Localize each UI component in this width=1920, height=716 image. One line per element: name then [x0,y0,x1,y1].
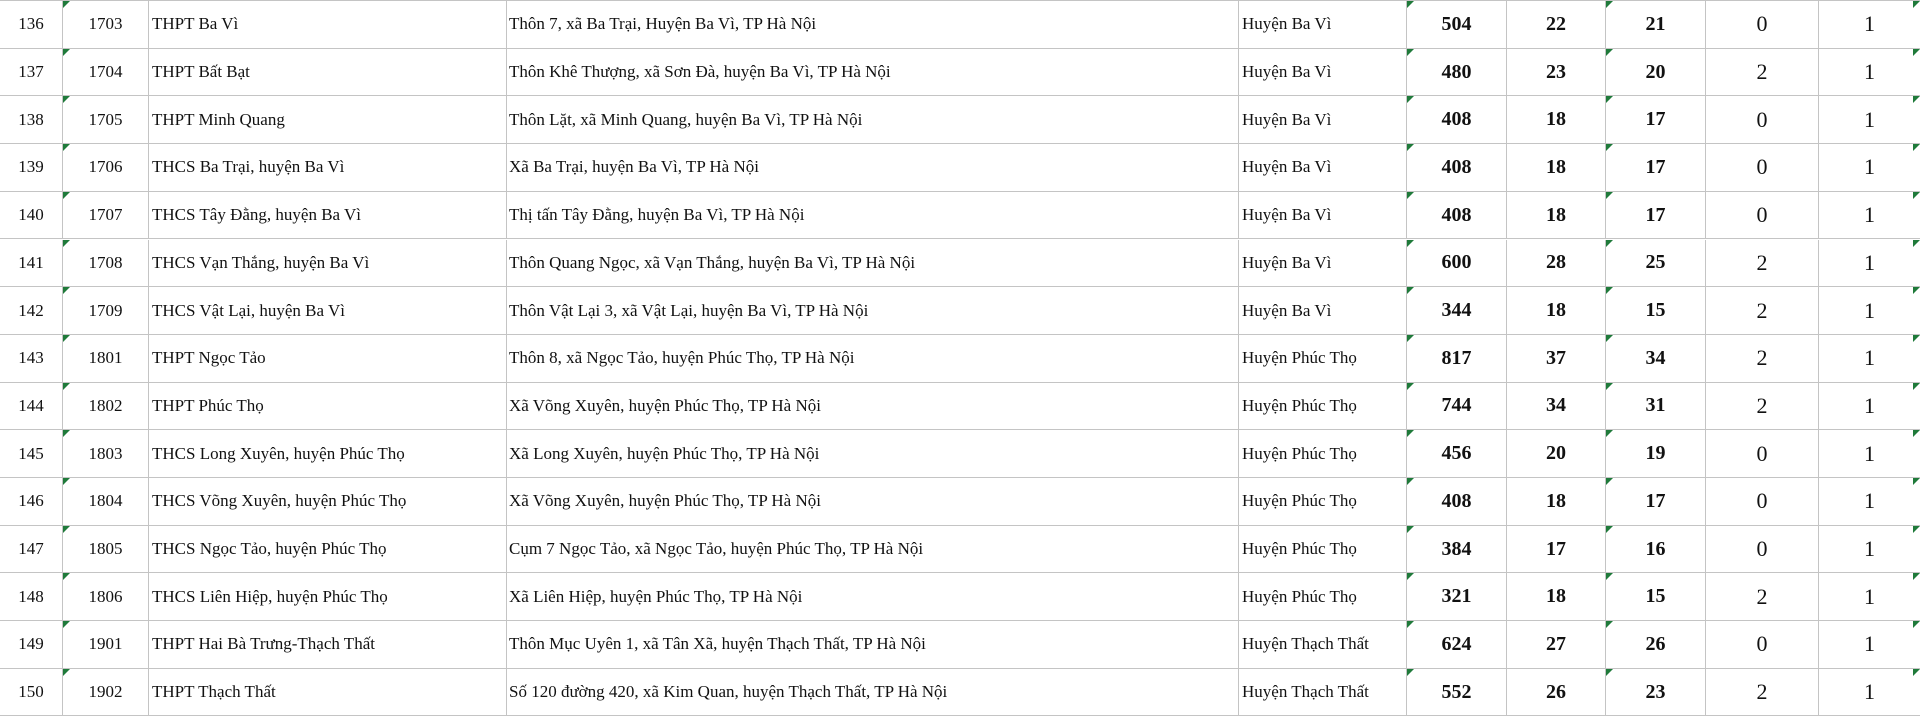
text-number-indicator-icon [1606,430,1613,437]
school-name-cell[interactable]: THCS Liên Hiệp, huyện Phúc Thọ [148,573,506,620]
value-cell-4[interactable]: 0 [1705,144,1818,191]
text-number-indicator-icon [1407,669,1414,676]
school-code-cell[interactable]: 1704 [62,49,148,96]
school-code-cell[interactable]: 1705 [62,96,148,143]
address-cell[interactable]: Xã Võng Xuyên, huyện Phúc Thọ, TP Hà Nội [506,478,1238,525]
row-number-cell[interactable]: 144 [18,395,44,415]
text-number-indicator-icon [1407,49,1414,56]
text-number-indicator-icon [1606,621,1613,628]
district-cell[interactable]: Huyện Phúc Thọ [1238,430,1406,477]
school-name-cell[interactable]: THCS Long Xuyên, huyện Phúc Thọ [148,430,506,477]
text-number-indicator-icon [1606,669,1613,676]
text-number-indicator-icon [1913,430,1920,437]
value-cell-1[interactable]: 384 [1406,526,1506,573]
school-code-cell[interactable]: 1902 [62,669,148,716]
value-cell-4[interactable]: 0 [1705,192,1818,239]
row-number-cell[interactable]: 143 [18,348,44,368]
text-number-indicator-icon [1606,49,1613,56]
text-number-indicator-icon [1913,192,1920,199]
text-number-indicator-icon [1913,144,1920,151]
value-cell-4[interactable]: 2 [1705,669,1818,716]
address-cell[interactable]: Thôn Quang Ngọc, xã Vạn Thắng, huyện Ba Vì, TP Hà Nội [506,240,1238,287]
text-number-indicator-icon [1606,144,1613,151]
district-cell[interactable]: Huyện Thạch Thất [1238,669,1406,716]
value-cell-3[interactable]: 15 [1605,573,1705,620]
address-cell[interactable]: Thôn Khê Thượng, xã Sơn Đà, huyện Ba Vì, TP Hà Nội [506,49,1238,96]
row-number-cell[interactable]: 136 [18,14,44,34]
text-number-indicator-icon [63,526,70,533]
district-cell[interactable]: Huyện Phúc Thọ [1238,526,1406,573]
value-cell-2[interactable]: 18 [1506,478,1605,525]
value-cell-2[interactable]: 18 [1506,287,1605,334]
text-number-indicator-icon [1407,144,1414,151]
value-cell-3[interactable]: 17 [1605,96,1705,143]
value-cell-1[interactable]: 456 [1406,430,1506,477]
school-code-cell[interactable]: 1703 [62,1,148,48]
text-number-indicator-icon [63,192,70,199]
value-cell-3[interactable]: 25 [1605,240,1705,287]
row-number-cell[interactable]: 138 [18,109,44,129]
text-number-indicator-icon [63,144,70,151]
value-cell-2[interactable]: 23 [1506,49,1605,96]
value-cell-1[interactable]: 408 [1406,144,1506,191]
address-cell[interactable]: Cụm 7 Ngọc Tảo, xã Ngọc Tảo, huyện Phúc Thọ, TP Hà Nội [506,526,1238,573]
value-cell-1[interactable]: 408 [1406,96,1506,143]
text-number-indicator-icon [1606,573,1613,580]
district-cell[interactable]: Huyện Ba Vì [1238,287,1406,334]
table-row [0,192,1920,240]
value-cell-1[interactable]: 408 [1406,192,1506,239]
address-cell[interactable]: Số 120 đường 420, xã Kim Quan, huyện Thạch Thất, TP Hà Nội [506,669,1238,716]
value-cell-4[interactable]: 2 [1705,383,1818,430]
text-number-indicator-icon [1913,335,1920,342]
value-cell-3[interactable]: 15 [1605,287,1705,334]
value-cell-2[interactable]: 17 [1506,526,1605,573]
value-cell-1[interactable]: 321 [1406,573,1506,620]
text-number-indicator-icon [1606,287,1613,294]
school-code-cell[interactable]: 1709 [62,287,148,334]
value-cell-2[interactable]: 18 [1506,192,1605,239]
value-cell-5[interactable]: 1 [1818,49,1920,96]
row-number-cell[interactable]: 149 [18,634,44,654]
table-row [0,669,1920,716]
value-cell-2[interactable]: 20 [1506,430,1605,477]
text-number-indicator-icon [1913,383,1920,390]
table-row [0,96,1920,144]
value-cell-1[interactable]: 480 [1406,49,1506,96]
school-name-cell[interactable]: THCS Vạn Thắng, huyện Ba Vì [148,240,506,287]
row-number-cell[interactable]: 146 [18,491,44,511]
value-cell-3[interactable]: 31 [1605,383,1705,430]
value-cell-1[interactable]: 408 [1406,478,1506,525]
row-number-cell[interactable]: 148 [18,586,44,606]
text-number-indicator-icon [1913,621,1920,628]
value-cell-5[interactable]: 1 [1818,573,1920,620]
school-name-cell[interactable]: THPT Minh Quang [148,96,506,143]
row-number-cell[interactable]: 142 [18,300,44,320]
text-number-indicator-icon [63,573,70,580]
school-code-cell[interactable]: 1901 [62,621,148,668]
district-cell[interactable]: Huyện Ba Vì [1238,96,1406,143]
table-row [0,240,1920,288]
value-cell-2[interactable]: 28 [1506,240,1605,287]
text-number-indicator-icon [1913,96,1920,103]
table-row [0,287,1920,335]
district-cell[interactable]: Huyện Ba Vì [1238,144,1406,191]
value-cell-2[interactable]: 22 [1506,1,1605,48]
text-number-indicator-icon [63,335,70,342]
value-cell-3[interactable]: 23 [1605,669,1705,716]
text-number-indicator-icon [1606,1,1613,8]
school-name-cell[interactable]: THPT Ngọc Tảo [148,335,506,382]
text-number-indicator-icon [1407,573,1414,580]
value-cell-3[interactable]: 19 [1605,430,1705,477]
address-cell[interactable]: Xã Ba Trại, huyện Ba Vì, TP Hà Nội [506,144,1238,191]
district-cell[interactable]: Huyện Ba Vì [1238,192,1406,239]
text-number-indicator-icon [63,430,70,437]
text-number-indicator-icon [63,240,70,247]
text-number-indicator-icon [1606,240,1613,247]
row-number-cell[interactable]: 150 [18,682,44,702]
text-number-indicator-icon [1407,1,1414,8]
text-number-indicator-icon [63,287,70,294]
address-cell[interactable]: Thị tấn Tây Đằng, huyện Ba Vì, TP Hà Nội [506,192,1238,239]
value-cell-2[interactable]: 26 [1506,669,1605,716]
text-number-indicator-icon [1407,478,1414,485]
address-cell[interactable]: Xã Võng Xuyên, huyện Phúc Thọ, TP Hà Nội [506,383,1238,430]
value-cell-5[interactable]: 1 [1818,192,1920,239]
value-cell-4[interactable]: 2 [1705,573,1818,620]
value-cell-3[interactable]: 16 [1605,526,1705,573]
value-cell-1[interactable]: 504 [1406,1,1506,48]
value-cell-1[interactable]: 817 [1406,335,1506,382]
text-number-indicator-icon [63,621,70,628]
text-number-indicator-icon [63,669,70,676]
text-number-indicator-icon [1407,335,1414,342]
value-cell-5[interactable]: 1 [1818,96,1920,143]
text-number-indicator-icon [1606,192,1613,199]
value-cell-4[interactable]: 2 [1705,335,1818,382]
value-cell-5[interactable]: 1 [1818,430,1920,477]
table-row [0,49,1920,97]
table-row [0,621,1920,669]
address-cell[interactable]: Thôn Lặt, xã Minh Quang, huyện Ba Vì, TP Hà Nội [506,96,1238,143]
district-cell[interactable]: Huyện Phúc Thọ [1238,478,1406,525]
school-code-cell[interactable]: 1801 [62,335,148,382]
district-cell[interactable]: Huyện Ba Vì [1238,1,1406,48]
value-cell-3[interactable]: 21 [1605,1,1705,48]
value-cell-4[interactable]: 0 [1705,96,1818,143]
text-number-indicator-icon [1407,430,1414,437]
row-number-cell[interactable]: 141 [18,252,44,272]
value-cell-3[interactable]: 34 [1605,335,1705,382]
school-name-cell[interactable]: THCS Vật Lại, huyện Ba Vì [148,287,506,334]
value-cell-2[interactable]: 37 [1506,335,1605,382]
value-cell-4[interactable]: 2 [1705,240,1818,287]
district-cell[interactable]: Huyện Phúc Thọ [1238,573,1406,620]
value-cell-1[interactable]: 624 [1406,621,1506,668]
text-number-indicator-icon [1913,669,1920,676]
text-number-indicator-icon [1407,287,1414,294]
row-number-cell[interactable]: 139 [18,157,44,177]
row-number-cell[interactable]: 137 [18,62,44,82]
value-cell-1[interactable]: 552 [1406,669,1506,716]
school-code-cell[interactable]: 1706 [62,144,148,191]
value-cell-4[interactable]: 2 [1705,49,1818,96]
text-number-indicator-icon [1606,478,1613,485]
value-cell-1[interactable]: 600 [1406,240,1506,287]
value-cell-4[interactable]: 0 [1705,526,1818,573]
school-name-cell[interactable]: THCS Ba Trại, huyện Ba Vì [148,144,506,191]
value-cell-1[interactable]: 744 [1406,383,1506,430]
table-row [0,478,1920,526]
value-cell-4[interactable]: 2 [1705,287,1818,334]
table-row [0,573,1920,621]
district-cell[interactable]: Huyện Phúc Thọ [1238,383,1406,430]
value-cell-3[interactable]: 17 [1605,478,1705,525]
text-number-indicator-icon [63,478,70,485]
value-cell-5[interactable]: 1 [1818,526,1920,573]
school-name-cell[interactable]: THCS Ngọc Tảo, huyện Phúc Thọ [148,526,506,573]
value-cell-3[interactable]: 20 [1605,49,1705,96]
text-number-indicator-icon [63,49,70,56]
text-number-indicator-icon [1606,96,1613,103]
school-name-cell[interactable]: THPT Hai Bà Trưng-Thạch Thất [148,621,506,668]
value-cell-3[interactable]: 26 [1605,621,1705,668]
table-row [0,335,1920,383]
text-number-indicator-icon [1606,335,1613,342]
text-number-indicator-icon [1407,383,1414,390]
school-name-cell[interactable]: THPT Bất Bạt [148,49,506,96]
text-number-indicator-icon [1606,383,1613,390]
text-number-indicator-icon [1913,240,1920,247]
value-cell-5[interactable]: 1 [1818,383,1920,430]
value-cell-2[interactable]: 27 [1506,621,1605,668]
value-cell-5[interactable]: 1 [1818,287,1920,334]
table-row [0,144,1920,192]
text-number-indicator-icon [1913,573,1920,580]
address-cell[interactable]: Thôn 7, xã Ba Trại, Huyện Ba Vì, TP Hà Nội [506,1,1238,48]
text-number-indicator-icon [1407,96,1414,103]
text-number-indicator-icon [63,1,70,8]
address-cell[interactable]: Xã Long Xuyên, huyện Phúc Thọ, TP Hà Nội [506,430,1238,477]
text-number-indicator-icon [1913,287,1920,294]
district-cell[interactable]: Huyện Thạch Thất [1238,621,1406,668]
school-name-cell[interactable]: THPT Thạch Thất [148,669,506,716]
value-cell-5[interactable]: 1 [1818,478,1920,525]
value-cell-5[interactable]: 1 [1818,144,1920,191]
text-number-indicator-icon [1913,526,1920,533]
school-name-cell[interactable]: THPT Phúc Thọ [148,383,506,430]
text-number-indicator-icon [1407,621,1414,628]
text-number-indicator-icon [1913,478,1920,485]
school-code-cell[interactable]: 1805 [62,526,148,573]
district-cell[interactable]: Huyện Ba Vì [1238,240,1406,287]
table-row [0,383,1920,431]
school-name-cell[interactable]: THPT Ba Vì [148,1,506,48]
value-cell-4[interactable]: 0 [1705,478,1818,525]
value-cell-3[interactable]: 17 [1605,144,1705,191]
school-code-cell[interactable]: 1804 [62,478,148,525]
value-cell-5[interactable]: 1 [1818,1,1920,48]
school-code-cell[interactable]: 1803 [62,430,148,477]
value-cell-5[interactable]: 1 [1818,669,1920,716]
school-name-cell[interactable]: THCS Tây Đằng, huyện Ba Vì [148,192,506,239]
text-number-indicator-icon [63,383,70,390]
value-cell-2[interactable]: 34 [1506,383,1605,430]
text-number-indicator-icon [1913,49,1920,56]
address-cell[interactable]: Xã Liên Hiệp, huyện Phúc Thọ, TP Hà Nội [506,573,1238,620]
table-row [0,430,1920,478]
value-cell-2[interactable]: 18 [1506,144,1605,191]
row-number-cell[interactable]: 145 [18,443,44,463]
text-number-indicator-icon [1407,240,1414,247]
table-row [0,1,1920,49]
district-cell[interactable]: Huyện Ba Vì [1238,49,1406,96]
district-cell[interactable]: Huyện Phúc Thọ [1238,335,1406,382]
value-cell-4[interactable]: 0 [1705,621,1818,668]
text-number-indicator-icon [1606,526,1613,533]
address-cell[interactable]: Thôn 8, xã Ngọc Tảo, huyện Phúc Thọ, TP Hà Nội [506,335,1238,382]
address-cell[interactable]: Thôn Mục Uyên 1, xã Tân Xã, huyện Thạch Thất, TP Hà Nội [506,621,1238,668]
text-number-indicator-icon [63,96,70,103]
value-cell-4[interactable]: 0 [1705,1,1818,48]
table-row [0,526,1920,574]
row-number-cell[interactable]: 147 [18,539,44,559]
value-cell-1[interactable]: 344 [1406,287,1506,334]
address-cell[interactable]: Thôn Vật Lại 3, xã Vật Lại, huyện Ba Vì, TP Hà Nội [506,287,1238,334]
text-number-indicator-icon [1407,526,1414,533]
value-cell-2[interactable]: 18 [1506,96,1605,143]
value-cell-5[interactable]: 1 [1818,621,1920,668]
school-name-cell[interactable]: THCS Võng Xuyên, huyện Phúc Thọ [148,478,506,525]
value-cell-2[interactable]: 18 [1506,573,1605,620]
value-cell-5[interactable]: 1 [1818,240,1920,287]
school-code-cell[interactable]: 1802 [62,383,148,430]
value-cell-3[interactable]: 17 [1605,192,1705,239]
school-code-cell[interactable]: 1806 [62,573,148,620]
text-number-indicator-icon [1407,192,1414,199]
text-number-indicator-icon [1913,1,1920,8]
school-code-cell[interactable]: 1708 [62,240,148,287]
school-code-cell[interactable]: 1707 [62,192,148,239]
value-cell-4[interactable]: 0 [1705,430,1818,477]
row-number-cell[interactable]: 140 [18,205,44,225]
value-cell-5[interactable]: 1 [1818,335,1920,382]
